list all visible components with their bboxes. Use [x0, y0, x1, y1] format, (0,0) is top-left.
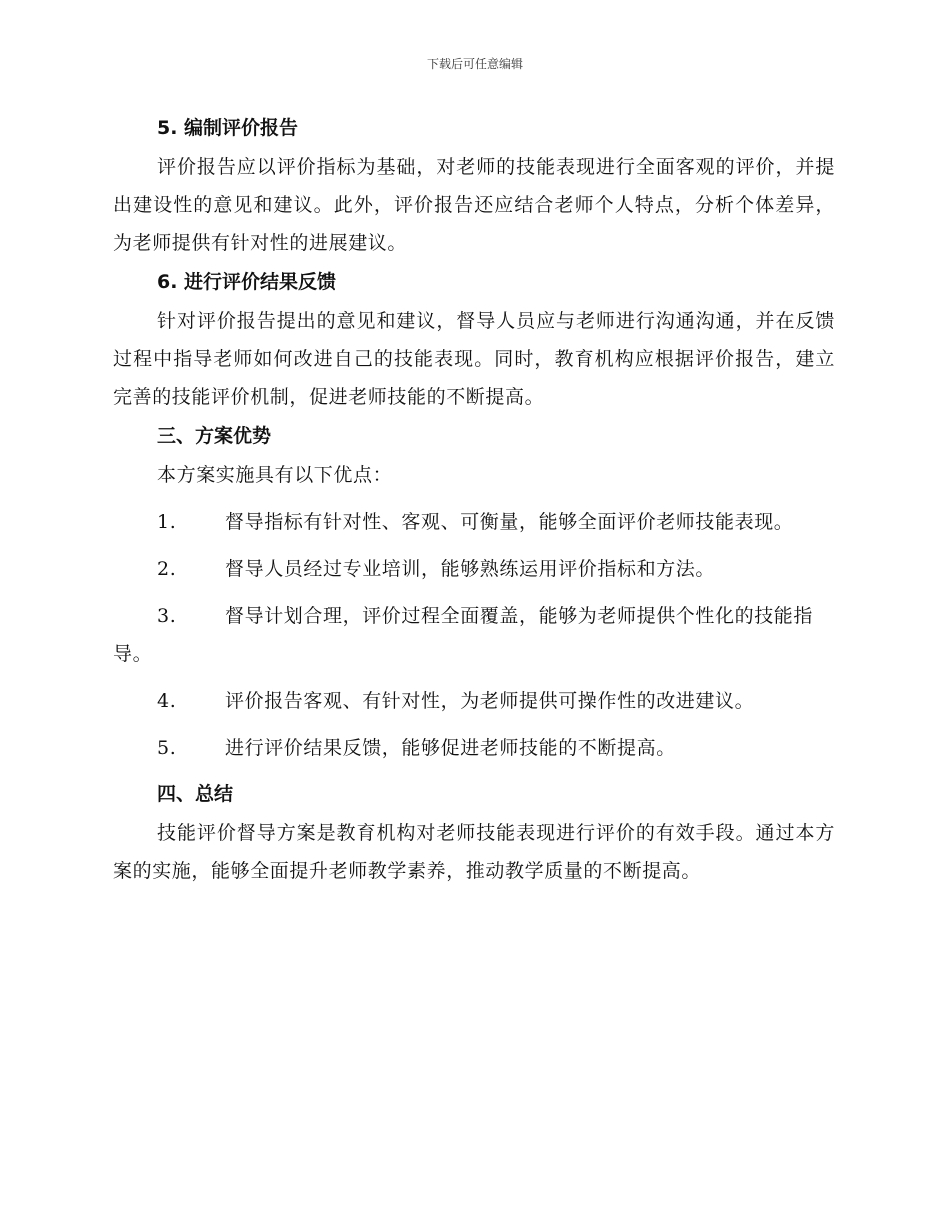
document-body	[113, 110, 835, 892]
list-item-text: 督导人员经过专业培训，能够熟练运用评价指标和方法。	[225, 558, 716, 580]
list-item	[113, 682, 835, 720]
list-item-text: 评价报告客观、有针对性，为老师提供可操作性的改进建议。	[225, 690, 755, 712]
list-item-number: 4.	[157, 690, 177, 712]
list-item-number: 5.	[157, 737, 177, 759]
page-header: 下载后可任意编辑	[426, 57, 523, 71]
section-heading: 5. 编制评价报告	[157, 117, 299, 139]
section-intro: 本方案实施具有以下优点：	[157, 464, 393, 486]
list-item	[113, 550, 835, 588]
list-item-number: 1.	[157, 511, 177, 533]
section-heading: 四、总结	[157, 783, 234, 805]
list-item-number: 2.	[157, 558, 177, 580]
list-item-text: 督导指标有针对性、客观、可衡量，能够全面评价老师技能表现。	[225, 511, 794, 533]
section-heading: 6. 进行评价结果反馈	[157, 271, 337, 293]
list-item	[113, 503, 835, 541]
section-paragraph: 技能评价督导方案是教育机构对老师技能表现进行评价的有效手段。通过本方案的实施，能够全面提升老师教学素养，推动教学质量的不断提高。	[113, 822, 835, 882]
list-item-text: 督导计划合理，评价过程全面覆盖，能够为老师提供个性化的技能指导。	[113, 605, 814, 665]
list-item-text: 进行评价结果反馈，能够促进老师技能的不断提高。	[225, 737, 676, 759]
section-paragraph: 评价报告应以评价指标为基础，对老师的技能表现进行全面客观的评价，并提出建设性的意见和建议。此外，评价报告还应结合老师个人特点，分析个体差异，为老师提供有针对性的进展建议。	[113, 156, 835, 254]
list-item	[113, 729, 835, 767]
list-item-number: 3.	[157, 605, 177, 627]
list-item	[113, 597, 835, 673]
section-paragraph: 针对评价报告提出的意见和建议，督导人员应与老师进行沟通沟通，并在反馈过程中指导老师如何改进自己的技能表现。同时，教育机构应根据评价报告，建立完善的技能评价机制，促进老师技能的不断提高。	[113, 310, 835, 408]
section-heading: 三、方案优势	[157, 425, 272, 447]
